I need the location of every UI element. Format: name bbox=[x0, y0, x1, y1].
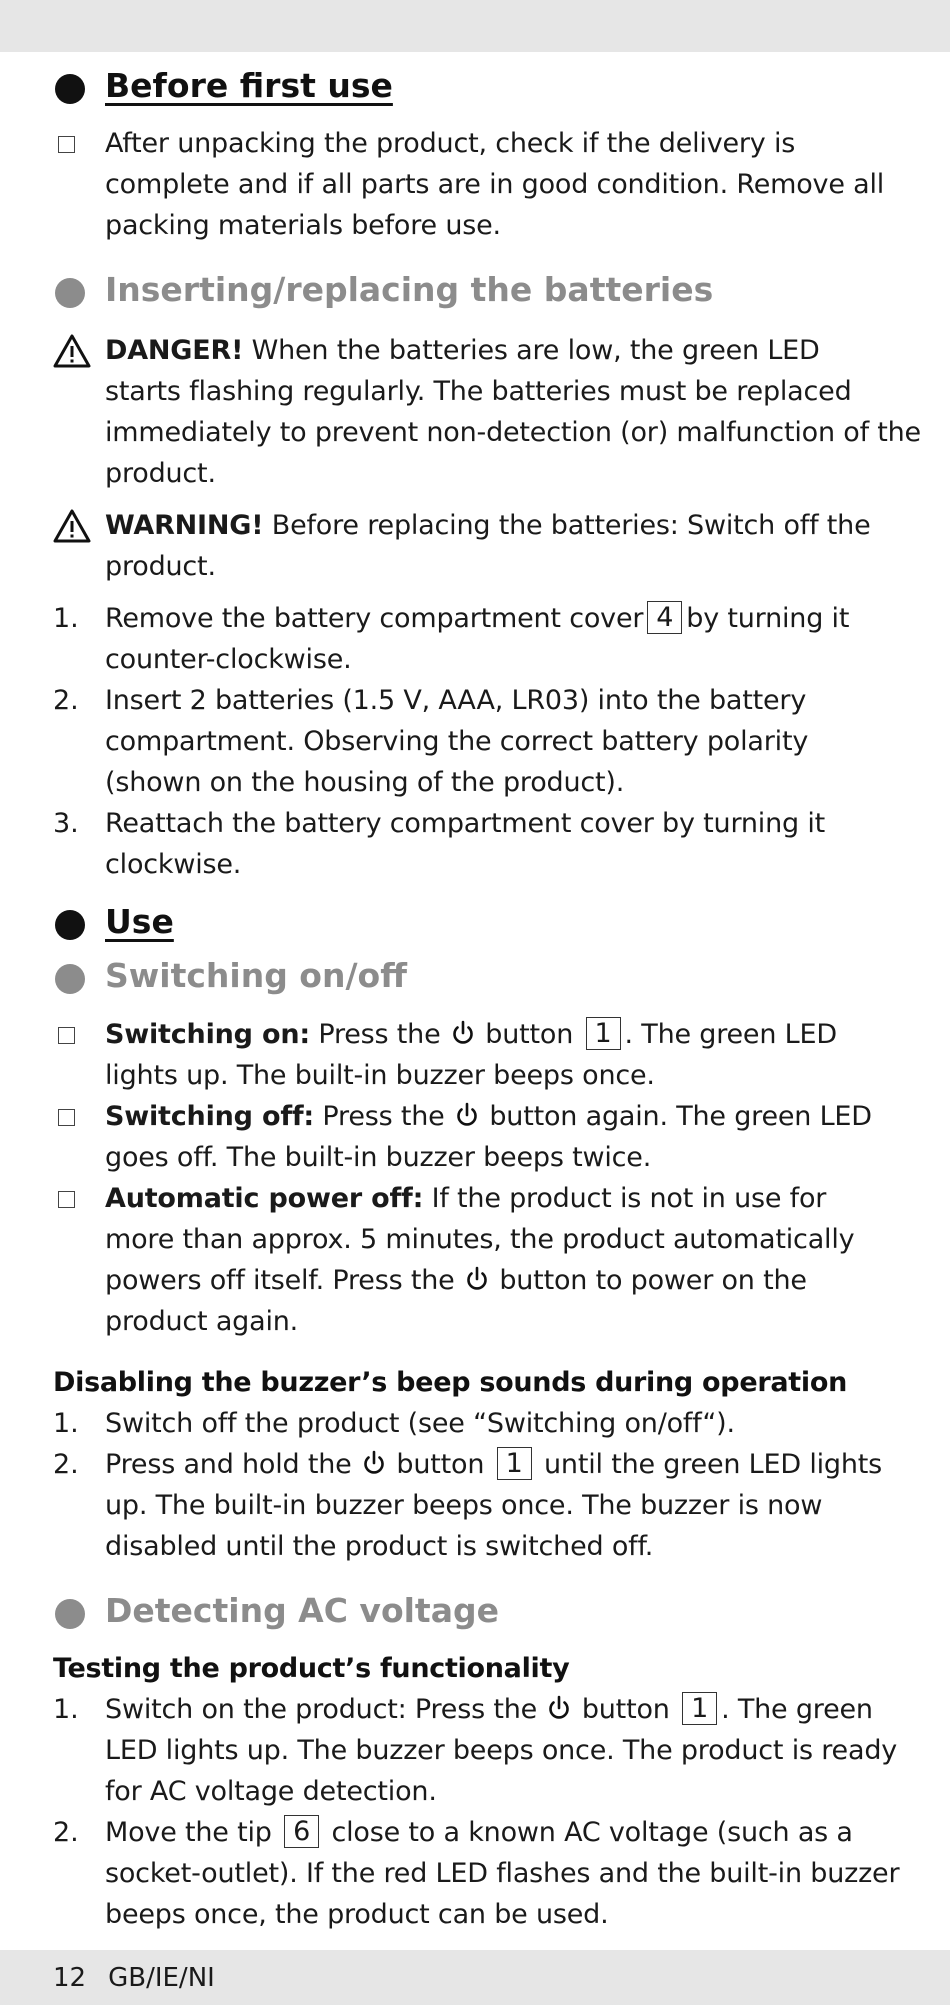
danger-line-2: starts flashing regularly. The batteries must be replaced bbox=[105, 376, 852, 407]
auto-off-text-a: If the product is not in use for bbox=[431, 1183, 827, 1214]
switching-on-text-a: Press the bbox=[318, 1019, 441, 1050]
danger-text-1: When the batteries are low, the green LED bbox=[251, 335, 820, 366]
ac-step-1-c: . The green bbox=[721, 1694, 873, 1725]
switching-on-text-b: button bbox=[485, 1019, 574, 1050]
auto-off-line-3-b: button to power on the bbox=[499, 1265, 807, 1296]
switching-on-label: Switching on: bbox=[105, 1019, 310, 1050]
disable-step-2-b: button bbox=[396, 1449, 485, 1480]
part-number-box: 1 bbox=[497, 1447, 532, 1480]
disable-step-2-line-2: up. The built-in buzzer beeps once. The buzzer is now bbox=[105, 1490, 823, 1521]
danger-line-1 bbox=[105, 330, 820, 371]
switching-off-text-b: button again. The green LED bbox=[489, 1101, 872, 1132]
auto-off-line-1 bbox=[105, 1178, 826, 1219]
step-number: 3. bbox=[53, 808, 79, 839]
checkbox-bullet bbox=[58, 136, 75, 153]
checkbox-bullet bbox=[58, 1109, 75, 1126]
part-number-box: 1 bbox=[682, 1692, 717, 1725]
step-number: 1. bbox=[53, 1694, 79, 1725]
page-number: 12 bbox=[53, 1963, 87, 1993]
heading-before-first-use: Before first use bbox=[105, 66, 393, 105]
checkbox-bullet bbox=[58, 1027, 75, 1044]
battery-step-2-line-3: (shown on the housing of the product). bbox=[105, 767, 625, 798]
switching-on-text-c: . The green LED bbox=[624, 1019, 837, 1050]
heading-switching: Switching on/off bbox=[105, 956, 407, 995]
battery-step-1-line-1 bbox=[105, 598, 849, 639]
section-bullet bbox=[55, 74, 85, 104]
danger-label: DANGER! bbox=[105, 335, 244, 366]
ac-step-2-line-1 bbox=[105, 1812, 853, 1853]
section-bullet-gray bbox=[55, 1599, 85, 1629]
heading-ac-voltage: Detecting AC voltage bbox=[105, 1591, 499, 1630]
ac-step-2-line-2: socket-outlet). If the red LED flashes and the built-in buzzer bbox=[105, 1858, 900, 1889]
warning-line-2: product. bbox=[105, 551, 216, 582]
ac-step-1-line-3: for AC voltage detection. bbox=[105, 1776, 437, 1807]
switching-on-line-1 bbox=[105, 1014, 837, 1055]
switching-off-text-a: Press the bbox=[322, 1101, 445, 1132]
section-bullet-gray bbox=[55, 278, 85, 308]
heading-use: Use bbox=[105, 902, 174, 941]
checkbox-bullet bbox=[58, 1191, 75, 1208]
power-icon bbox=[451, 1020, 475, 1046]
ac-step-2-b: close to a known AC voltage (such as a bbox=[331, 1817, 853, 1848]
before-use-line-3: packing materials before use. bbox=[105, 210, 501, 241]
power-icon bbox=[547, 1695, 571, 1721]
auto-off-line-3-a: powers off itself. Press the bbox=[105, 1265, 455, 1296]
power-icon bbox=[362, 1450, 386, 1476]
disable-step-2-a: Press and hold the bbox=[105, 1449, 352, 1480]
subheading-testing: Testing the product’s functionality bbox=[53, 1653, 570, 1684]
top-margin-bar bbox=[0, 0, 950, 52]
danger-warning-icon bbox=[52, 333, 92, 369]
ac-step-1-a: Switch on the product: Press the bbox=[105, 1694, 538, 1725]
before-use-line-2: complete and if all parts are in good condition. Remove all bbox=[105, 169, 885, 200]
disable-step-1: Switch off the product (see “Switching on/off“). bbox=[105, 1408, 735, 1439]
warning-icon bbox=[52, 508, 92, 544]
ac-step-2-a: Move the tip bbox=[105, 1817, 272, 1848]
switching-on-line-2: lights up. The built-in buzzer beeps once. bbox=[105, 1060, 655, 1091]
battery-step-2-line-1: Insert 2 batteries (1.5 V, AAA, LR03) into the battery bbox=[105, 685, 807, 716]
switching-off-label: Switching off: bbox=[105, 1101, 315, 1132]
switching-off-line-1 bbox=[105, 1096, 872, 1137]
section-bullet-gray bbox=[55, 964, 85, 994]
ac-step-1-line-1 bbox=[105, 1689, 873, 1730]
step-number: 1. bbox=[53, 1408, 79, 1439]
disable-step-2-line-3: disabled until the product is switched off. bbox=[105, 1531, 654, 1562]
subheading-disable-buzzer: Disabling the buzzer’s beep sounds during operation bbox=[53, 1367, 848, 1398]
battery-step-3-line-1: Reattach the battery compartment cover by turning it bbox=[105, 808, 826, 839]
region-code: GB/IE/NI bbox=[108, 1963, 215, 1993]
footer bbox=[53, 1962, 237, 1994]
auto-off-line-3 bbox=[105, 1260, 807, 1301]
battery-step-3-line-2: clockwise. bbox=[105, 849, 242, 880]
disable-step-2-c: until the green LED lights bbox=[544, 1449, 883, 1480]
step-number: 2. bbox=[53, 1817, 79, 1848]
disable-step-2-line-1 bbox=[105, 1444, 882, 1485]
part-number-box: 6 bbox=[284, 1815, 319, 1848]
battery-step-2-line-2: compartment. Observing the correct battery polarity bbox=[105, 726, 809, 757]
heading-batteries: Inserting/replacing the batteries bbox=[105, 270, 714, 309]
before-use-line-1: After unpacking the product, check if the delivery is bbox=[105, 128, 796, 159]
ac-step-2-line-3: beeps once, the product can be used. bbox=[105, 1899, 609, 1930]
battery-step-1-line-2: counter-clockwise. bbox=[105, 644, 352, 675]
ac-step-1-line-2: LED lights up. The buzzer beeps once. The product is ready bbox=[105, 1735, 898, 1766]
step-number: 2. bbox=[53, 1449, 79, 1480]
step-number: 2. bbox=[53, 685, 79, 716]
auto-off-line-2: more than approx. 5 minutes, the product automatically bbox=[105, 1224, 855, 1255]
warning-line-1 bbox=[105, 505, 871, 546]
auto-off-label: Automatic power off: bbox=[105, 1183, 424, 1214]
ac-step-1-b: button bbox=[581, 1694, 670, 1725]
part-number-box: 1 bbox=[586, 1017, 621, 1050]
warning-text-1: Before replacing the batteries: Switch off the bbox=[271, 510, 871, 541]
battery-step-1-text-b: by turning it bbox=[686, 603, 850, 634]
auto-off-line-4: product again. bbox=[105, 1306, 299, 1337]
power-icon bbox=[455, 1102, 479, 1128]
battery-step-1-text-a: Remove the battery compartment cover bbox=[105, 603, 644, 634]
part-number-box: 4 bbox=[647, 601, 682, 634]
switching-off-line-2: goes off. The built-in buzzer beeps twice. bbox=[105, 1142, 652, 1173]
section-bullet bbox=[55, 910, 85, 940]
danger-line-4: product. bbox=[105, 458, 216, 489]
step-number: 1. bbox=[53, 603, 79, 634]
warning-label: WARNING! bbox=[105, 510, 264, 541]
danger-line-3: immediately to prevent non-detection (or) malfunction of the bbox=[105, 417, 921, 448]
power-icon bbox=[465, 1266, 489, 1292]
